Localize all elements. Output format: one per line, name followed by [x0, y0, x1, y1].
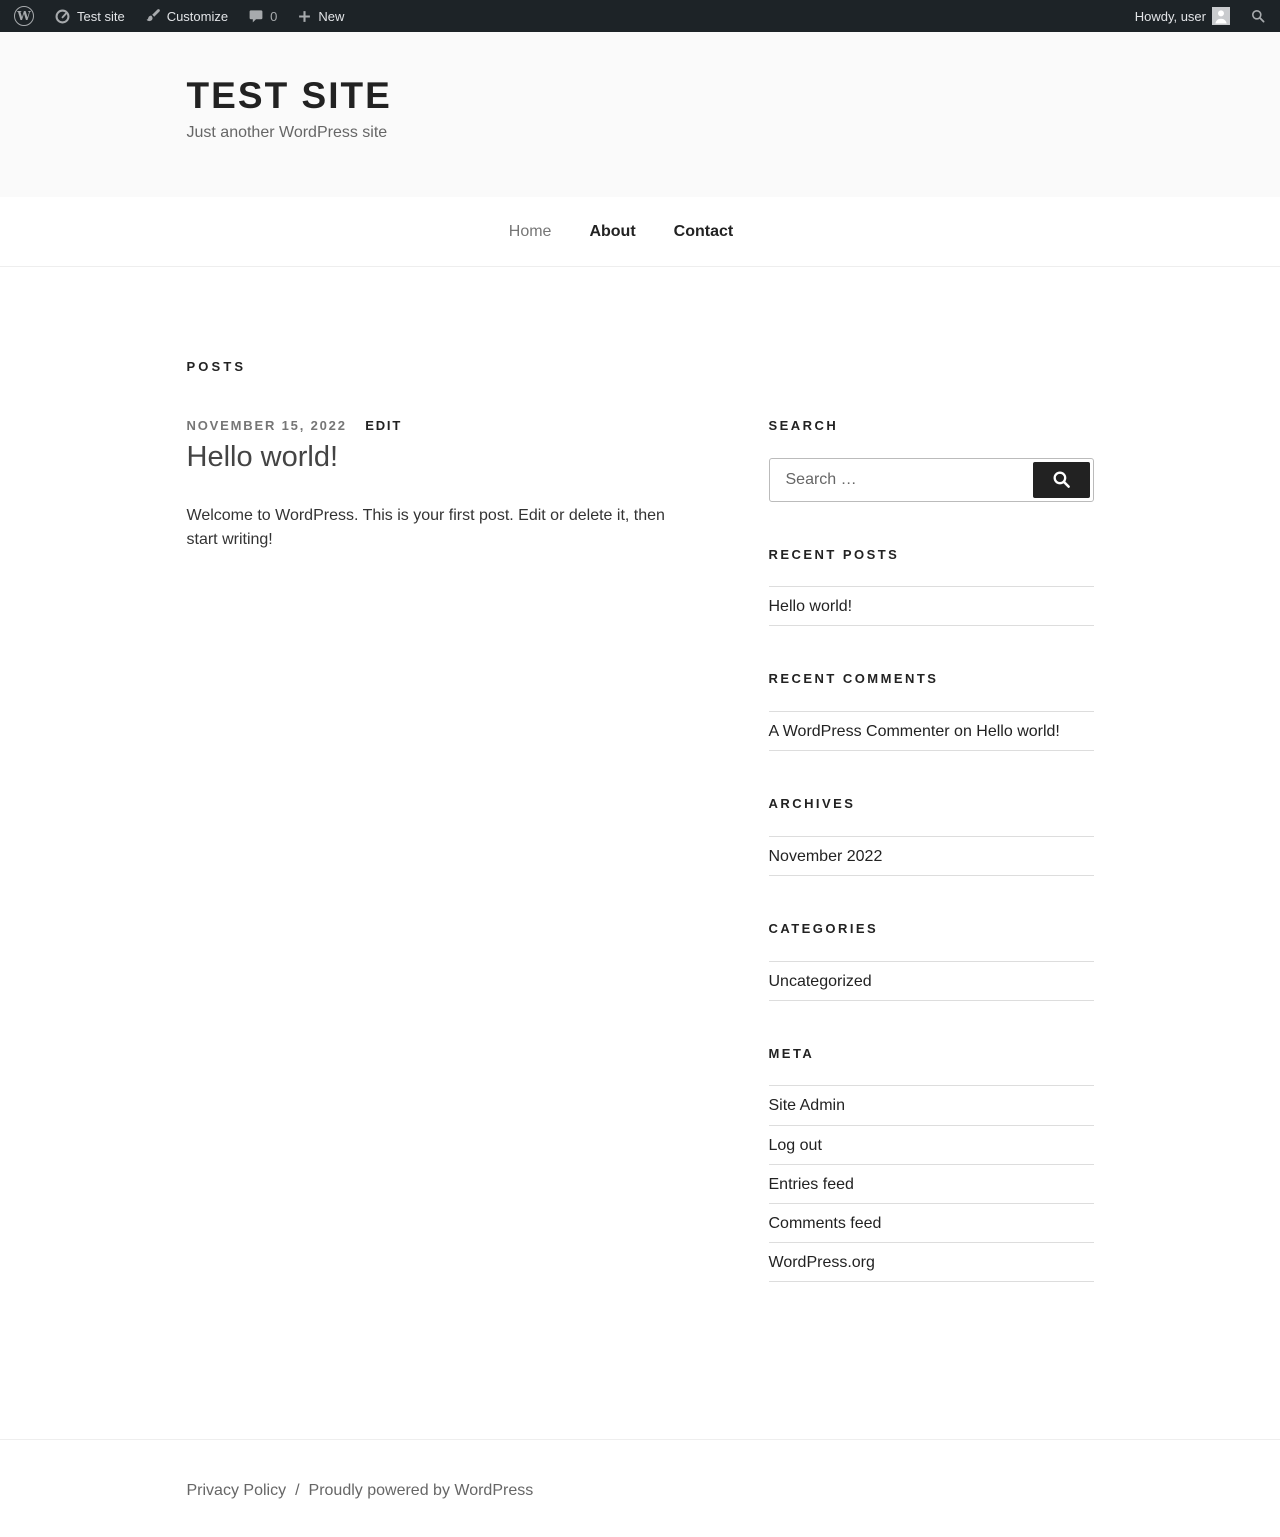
site-tagline: Just another WordPress site [186, 123, 388, 141]
post-article [187, 418, 712, 552]
comment-post-link[interactable]: Hello world! [976, 722, 1060, 740]
post-title[interactable] [187, 439, 712, 475]
howdy-text: Howdy, user [1134, 8, 1206, 24]
admin-bar-comments[interactable] [238, 0, 287, 32]
recent-comments-title: RECENT COMMENTS [768, 671, 939, 687]
list-item[interactable] [769, 837, 1094, 876]
recent-comments-widget [769, 671, 1094, 751]
search-submit-button[interactable] [1033, 462, 1090, 498]
wordpress-logo-icon: W [14, 6, 34, 26]
recent-posts-list [769, 586, 1094, 626]
admin-bar-right [1125, 0, 1276, 32]
admin-bar-site-name[interactable] [44, 0, 135, 32]
search-widget-title: SEARCH [768, 418, 839, 433]
nav-item-contact[interactable] [674, 223, 734, 241]
search-icon [1250, 8, 1266, 24]
site-title[interactable] [187, 76, 1094, 117]
recent-posts-widget [769, 547, 1094, 627]
site-content [187, 267, 1094, 1327]
post-body: Welcome to WordPress. This is your first post. Edit or delete it, then start writing! [186, 506, 665, 548]
nav-link-about[interactable]: About [589, 222, 636, 240]
admin-bar-new[interactable] [287, 0, 354, 32]
nav-link-contact[interactable]: Contact [673, 222, 734, 240]
admin-bar-search[interactable] [1240, 0, 1276, 32]
meta-link-wordpress-org[interactable]: WordPress.org [768, 1254, 875, 1272]
dashboard-gauge-icon [54, 8, 71, 25]
powered-by-link[interactable]: Proudly powered by WordPress [308, 1482, 534, 1500]
admin-bar-customize[interactable] [135, 0, 238, 32]
list-item[interactable] [769, 587, 1094, 626]
meta-link-entries-feed[interactable]: Entries feed [768, 1175, 854, 1193]
list-item [769, 712, 1094, 751]
search-widget [769, 418, 1094, 502]
site-title-link[interactable]: TEST SITE [186, 75, 392, 116]
search-input[interactable] [773, 462, 1033, 498]
meta-link-comments-feed[interactable]: Comments feed [768, 1214, 882, 1232]
search-form [769, 458, 1094, 502]
admin-bar-my-account[interactable] [1125, 0, 1240, 32]
primary-navigation [0, 197, 1280, 267]
plus-icon [297, 9, 312, 24]
post-date-link[interactable]: NOVEMBER 15, 2022 [186, 418, 347, 433]
nav-item-home[interactable] [509, 223, 552, 241]
admin-bar-site-label: Test site [77, 8, 125, 24]
wp-admin-bar [0, 0, 1280, 32]
archives-list [769, 836, 1094, 876]
admin-bar-comments-count: 0 [270, 8, 278, 24]
posts-column [187, 359, 712, 568]
meta-list [769, 1085, 1094, 1282]
meta-link-site-admin[interactable]: Site Admin [768, 1097, 845, 1115]
meta-link-log-out[interactable]: Log out [768, 1136, 822, 1154]
comment-bubble-icon [248, 8, 264, 24]
site-header [0, 32, 1280, 197]
page-title: POSTS [186, 359, 247, 374]
recent-posts-title: RECENT POSTS [768, 546, 900, 562]
list-item[interactable] [769, 1204, 1094, 1243]
comment-author-link[interactable]: A WordPress Commenter [768, 722, 950, 740]
categories-list [769, 961, 1094, 1001]
search-icon [1051, 469, 1072, 490]
archives-widget [769, 796, 1094, 876]
admin-bar-new-label: New [318, 8, 345, 24]
archive-link[interactable]: November 2022 [768, 847, 883, 865]
admin-bar-customize-label: Customize [166, 8, 229, 24]
sidebar [769, 359, 1094, 1327]
post-edit-link[interactable]: EDIT [365, 418, 403, 433]
categories-widget [769, 921, 1094, 1001]
meta-title: META [768, 1045, 815, 1061]
paintbrush-icon [145, 8, 161, 24]
meta-widget [769, 1046, 1094, 1283]
recent-comments-list [769, 711, 1094, 751]
list-item[interactable] [769, 1165, 1094, 1204]
category-link[interactable]: Uncategorized [768, 972, 872, 990]
user-avatar [1212, 7, 1230, 25]
list-item[interactable] [769, 962, 1094, 1001]
entry-meta [187, 418, 712, 434]
nav-menu [509, 223, 771, 241]
archives-title: ARCHIVES [768, 796, 856, 812]
list-item[interactable] [769, 1243, 1094, 1282]
comment-connector: on [949, 722, 977, 740]
recent-post-link[interactable]: Hello world! [768, 598, 853, 616]
post-title-link[interactable]: Hello world! [186, 440, 338, 473]
categories-title: CATEGORIES [768, 920, 879, 936]
list-item[interactable] [769, 1086, 1094, 1125]
list-item[interactable] [769, 1126, 1094, 1165]
nav-item-about[interactable] [589, 223, 635, 241]
footer-separator: / [295, 1482, 300, 1500]
site-footer [0, 1439, 1280, 1537]
privacy-policy-link[interactable]: Privacy Policy [186, 1482, 287, 1500]
nav-link-home[interactable]: Home [508, 222, 552, 240]
wp-logo-menu[interactable] [4, 0, 44, 32]
